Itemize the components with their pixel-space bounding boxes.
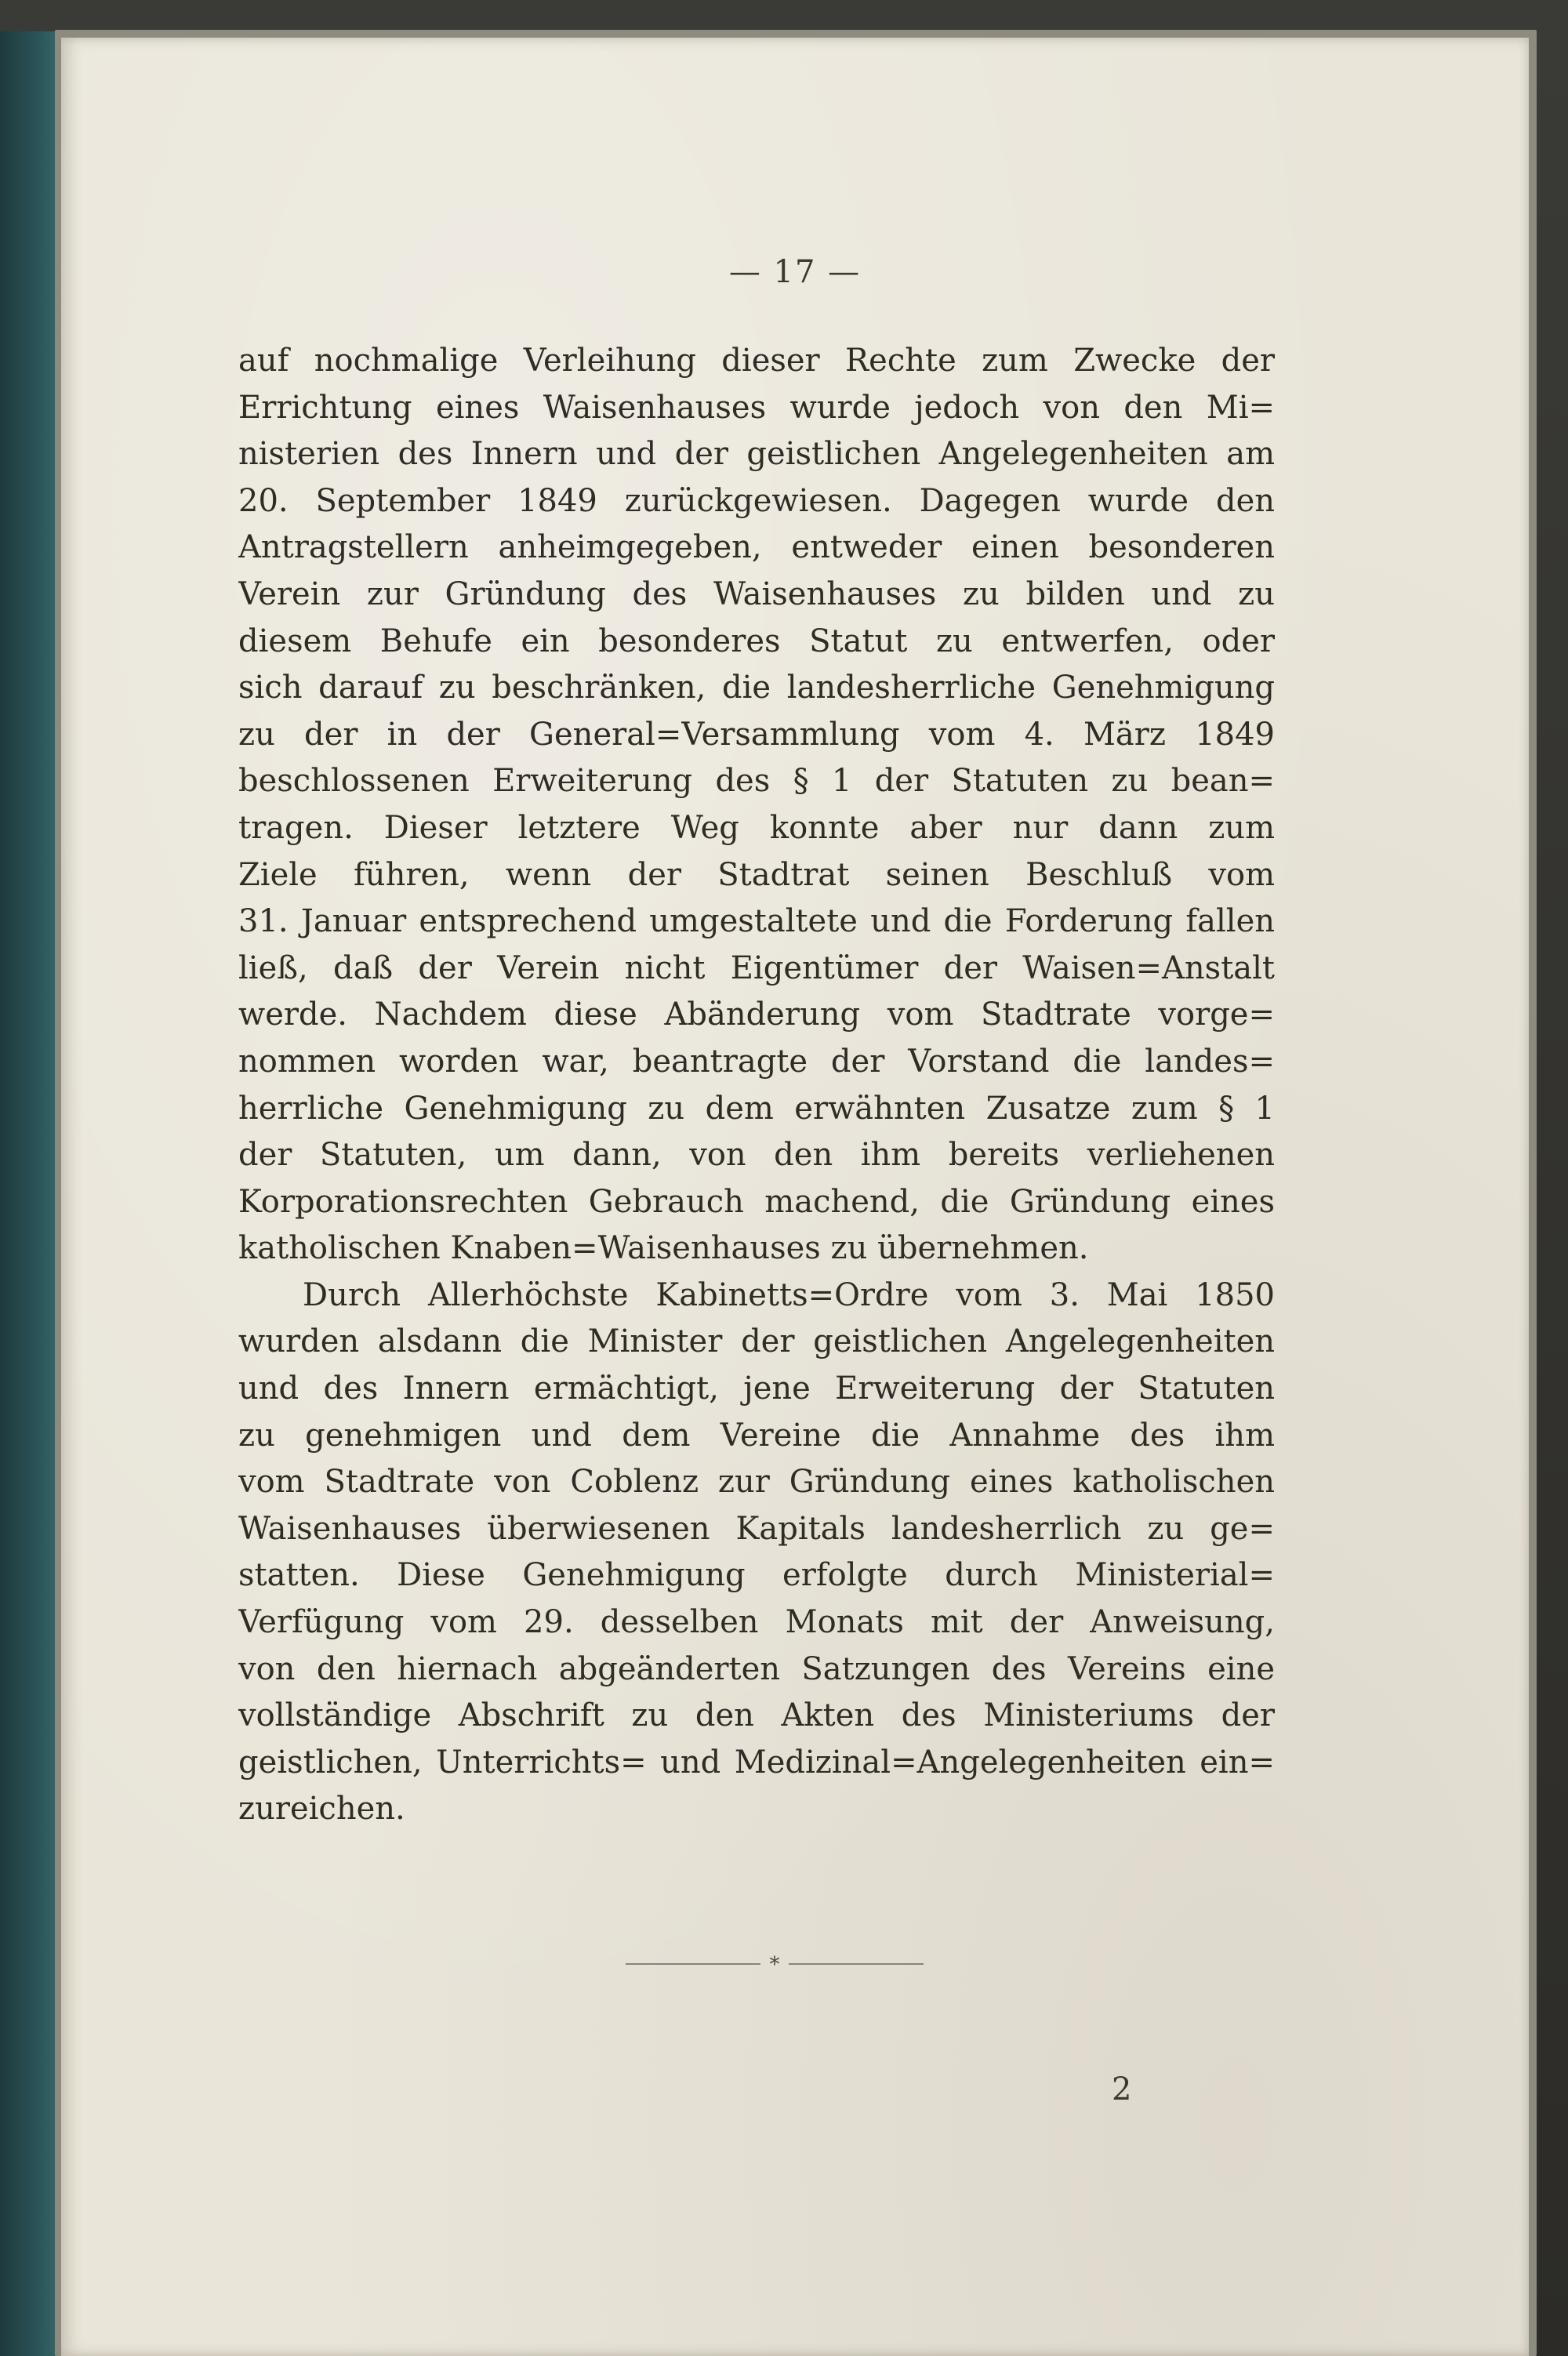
text-line: Verfügung vom 29. desselben Monats mit der Anweisung, — [238, 1604, 1275, 1641]
text-line: sich darauf zu beschränken, die landesherrliche Genehmigung — [238, 670, 1275, 706]
text-line: Antragstellern anheimgegeben, entweder einen besonderen — [238, 529, 1275, 566]
text-line: geistlichen, Unterrichts= und Medizinal=Angelegenheiten ein= — [238, 1744, 1275, 1781]
text-line: Ziele führen, wenn der Stadtrat seinen Beschluß vom — [238, 856, 1275, 893]
section-divider-ornament — [626, 1952, 924, 1976]
text-line: Waisenhauses überwiesenen Kapitals landesherrlich zu ge= — [238, 1510, 1275, 1547]
text-line: zu genehmigen und dem Vereine die Annahme des ihm — [238, 1417, 1275, 1454]
text-line: nisterien des Innern und der geistlichen Angelegenheiten am — [238, 436, 1275, 473]
text-line: diesem Behufe ein besonderes Statut zu entwerfen, oder — [238, 623, 1275, 659]
text-line: wurden alsdann die Minister der geistlichen Angelegenheiten — [238, 1323, 1275, 1360]
text-line: werde. Nachdem diese Abänderung vom Stadtrate vorge= — [238, 996, 1275, 1033]
text-line: von den hiernach abgeänderten Satzungen des Vereins eine — [238, 1650, 1275, 1687]
text-line: zureichen. — [238, 1791, 405, 1828]
ornament-asterisk: * — [769, 1953, 780, 1976]
text-line: nommen worden war, beantragte der Vorstand die landes= — [238, 1043, 1275, 1080]
text-line: zu der in der General=Versammlung vom 4. März 1849 — [238, 716, 1275, 753]
text-line: auf nochmalige Verleihung dieser Rechte zum Zwecke der — [238, 343, 1275, 379]
text-line: 31. Januar entsprechend umgestaltete und die Forderung fallen — [238, 903, 1275, 940]
text-line: der Statuten, um dann, von den ihm bereits verliehenen — [238, 1137, 1275, 1174]
text-line: vollständige Abschrift zu den Akten des Ministeriums der — [238, 1697, 1275, 1734]
text-line: vom Stadtrate von Coblenz zur Gründung eines katholischen — [238, 1464, 1275, 1501]
text-line: Verein zur Gründung des Waisenhauses zu bilden und zu — [238, 575, 1275, 612]
text-line: herrliche Genehmigung zu dem erwähnten Zusatze zum § 1 — [238, 1090, 1275, 1127]
text-line: Durch Allerhöchste Kabinetts=Ordre vom 3. Mai 1850 — [303, 1276, 1275, 1313]
body-text — [238, 338, 1275, 1833]
text-line: beschlossenen Erweiterung des § 1 der Statuten zu bean= — [238, 763, 1275, 800]
text-line: Korporationsrechten Gebrauch machend, die Gründung eines — [238, 1183, 1275, 1220]
text-line: und des Innern ermächtigt, jene Erweiterung der Statuten — [238, 1370, 1275, 1407]
text-line: Errichtung eines Waisenhauses wurde jedoch von den Mi= — [238, 389, 1275, 426]
book-spine — [0, 31, 63, 2356]
text-line: ließ, daß der Verein nicht Eigentümer der Waisen=Anstalt — [238, 949, 1275, 986]
book-page — [61, 38, 1529, 2356]
signature-mark: 2 — [1112, 2071, 1132, 2107]
text-line: statten. Diese Genehmigung erfolgte durch Ministerial= — [238, 1557, 1275, 1594]
page-number: — 17 — — [728, 254, 862, 290]
text-line: 20. September 1849 zurückgewiesen. Dagegen wurde den — [238, 482, 1275, 519]
text-line: katholischen Knaben=Waisenhauses zu übernehmen. — [238, 1230, 1089, 1267]
text-line: tragen. Dieser letztere Weg konnte aber nur dann zum — [238, 809, 1275, 846]
